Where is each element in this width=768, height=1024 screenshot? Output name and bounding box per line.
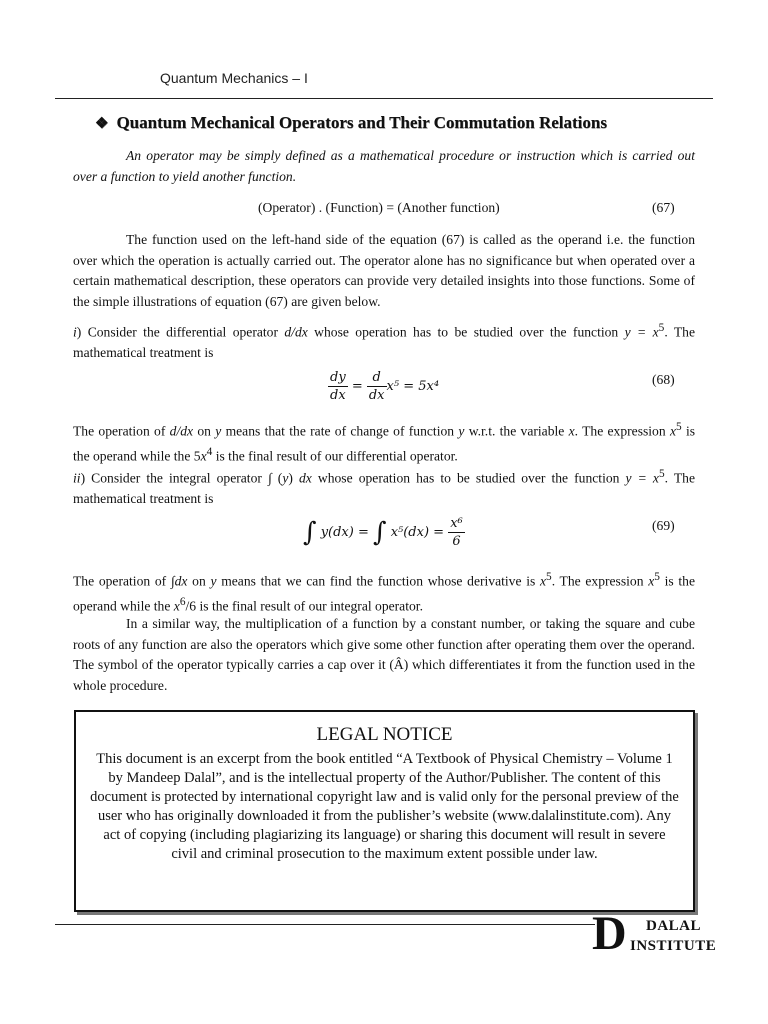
footer-rule [55,924,595,925]
diamond-bullet-icon: ❖ [95,116,109,132]
equation-68: $\frac{dy}{dx}$ = $\frac{d}{dx}$ x⁵ = 5x⁴ [330,370,440,403]
item-1-label: i [73,324,77,340]
paragraph-differential-explanation: The operation of d/dx on y means that the rate of change of function y w.r.t. the variable x. The expression $x^5$ is the operand while the $5x^4$ is the final result of our differential operator. [73,421,696,464]
legal-notice-body: This document is an excerpt from the book entitled “A Textbook of Physical Chemistry – Volume 1 by Mandeep Dalal”, and is the intellectual property of the Author/Publisher. The content of this document is protected by international copyright law and is valid only for the personal preview of the user who has originally downloaded it from the publisher’s website (www.dalalinstitute.com). Any act of copying (including plagiarizing its language) or sharing this document will result in severe civil and criminal prosecution to the maximum extent possible under law. [90,751,679,862]
integral-sign-icon: ∫ [303,517,317,548]
d-dx-fraction: $\frac{d}{dx}$ [368,370,385,403]
dalal-institute-logo-icon: D [592,907,627,960]
logo-text-institute: INSTITUTE [630,938,717,954]
running-header: Quantum Mechanics – I [160,70,308,86]
equation-67-number: (67) [652,200,675,215]
section-title [95,113,607,133]
x6-over-6-fraction: $\frac{\text{x⁶}}{6}$ [450,516,463,549]
item-differential: i) Consider the differential operator d/dx whose operation has to be studied over the function $y = x^5$. The mathematical treatment is [73,322,695,361]
equation-69: ∫ y(dx) = ∫ x⁵(dx) = $\frac{\text{x⁶}}{6}$ [303,516,463,549]
paragraph-operand: The function used on the left-hand side of the equation (67) is called as the operand i.e. the function over which the operation is actually carried out. The operator alone has no significance but when operated over a certain mathematical description, these operators can provide very detailed insights into those functions. Some of the simple illustrations of equation (67) are given below. [73,232,695,310]
dy-dx-fraction: $\frac{dy}{dx}$ [330,370,346,403]
integral-sign-icon: ∫ [373,517,387,548]
paragraph-similar-operators: In a similar way, the multiplication of a function by a constant number, or taking the square and cube roots of any function are also the operators which give some other function after operating them over the operand. The symbol of the operator typically carries a cap over it (Â) which differentiates it from the function used in the whole procedure. [73,616,695,694]
equation-69-number: (69) [652,518,675,533]
header-rule [55,98,713,99]
logo-text-dalal: DALAL [646,918,702,934]
equation-67: (Operator) . (Function) = (Another function) [258,200,500,215]
item-integral: ii) Consider the integral operator ∫ (y) dx whose operation has to be studied over the function $y = x^5$. The mathematical treatment is [73,468,695,507]
legal-notice-box [74,710,695,912]
item-2-label: ii [73,470,81,486]
legal-notice-title: LEGAL NOTICE [316,724,453,745]
equation-68-number: (68) [652,372,675,387]
section-title-text: Quantum Mechanical Operators and Their Commutation Relations [116,113,607,132]
paragraph-integral-explanation: The operation of ∫dx on y means that we can find the function whose derivative is $x^5$. The expression $x^5$ is the operand while the $x^6/6$ is the final result of our integral operator. [73,571,696,614]
intro-paragraph: An operator may be simply defined as a mathematical procedure or instruction which is carried out over a function to yield another function. [73,148,695,184]
